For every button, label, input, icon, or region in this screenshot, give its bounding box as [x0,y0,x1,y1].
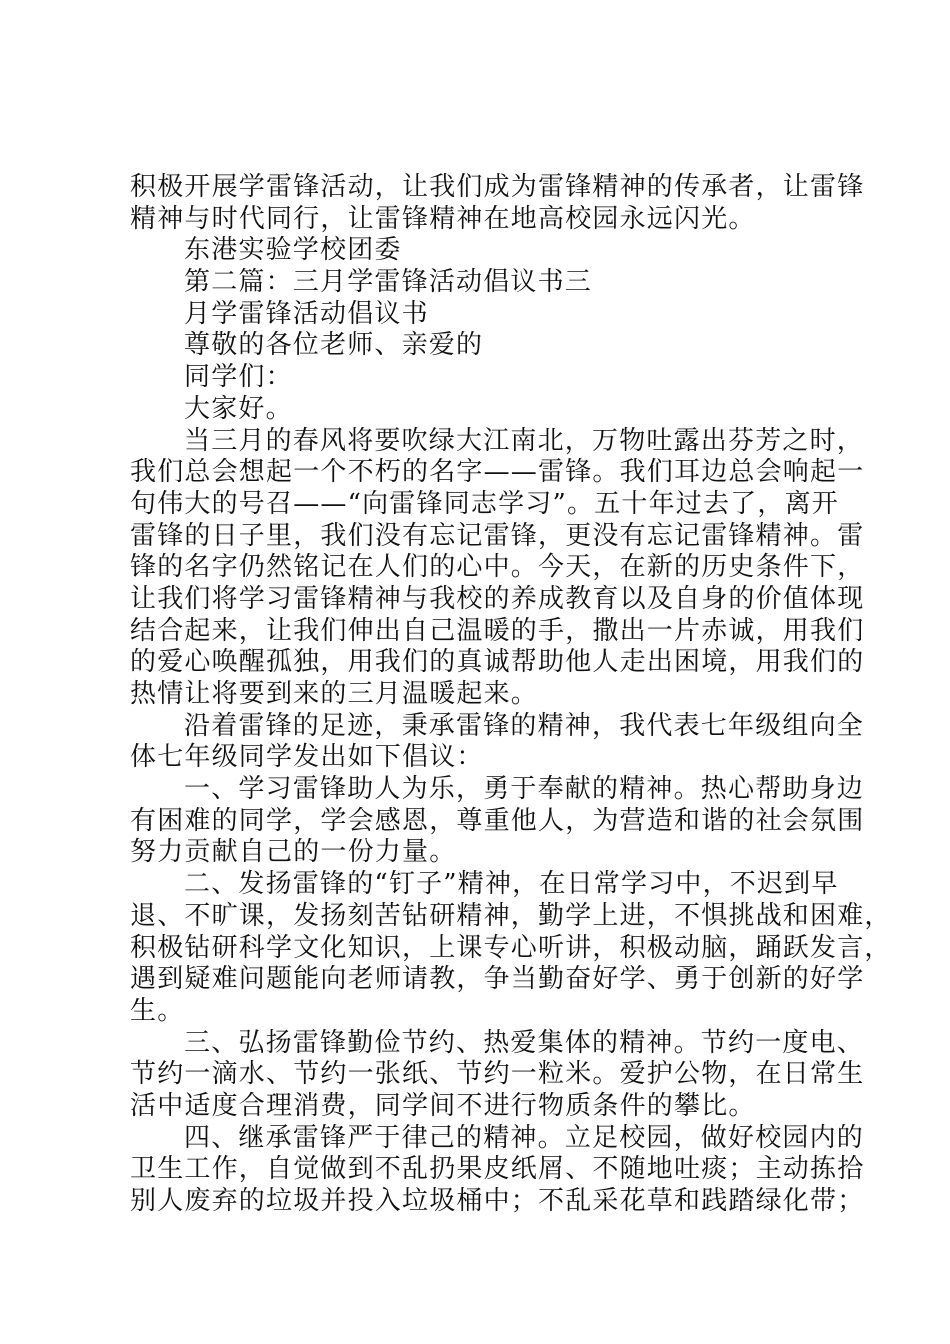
text-line: 别人废弃的垃圾并投入垃圾桶中；不乱采花草和践踏绿化带； [130,1186,865,1216]
text-line: 有困难的同学，学会感恩，尊重他人，为营造和谐的社会氛围 [130,805,865,836]
text-line: 结合起来，让我们伸出自己温暖的手，撒出一片赤诚，用我们 [130,615,865,646]
text-line: 四、继承雷锋严于律己的精神。立足校园，做好校园内的 [184,1122,865,1153]
text-line: 精神与时代同行，让雷锋精神在地高校园永远闪光。 [130,203,756,234]
text-line: 的爱心唤醒孤独，用我们的真诚帮助他人走出困境，用我们的 [130,647,865,678]
text-line: 让我们将学习雷锋精神与我校的养成教育以及自身的价值体现 [130,583,865,614]
text-line: 活中适度合理消费，同学间不进行物质条件的攀比。 [130,1090,756,1121]
text-line: 雷锋的日子里，我们没有忘记雷锋，更没有忘记雷锋精神。雷 [130,520,865,551]
text-line: 同学们： [184,362,293,393]
text-line: 卫生工作，自觉做到不乱扔果皮纸屑、不随地吐痰；主动拣拾 [130,1154,865,1185]
text-line: 尊敬的各位老师、亲爱的 [184,330,484,361]
text-line: 生。 [130,995,185,1026]
text-line: 遇到疑难问题能向老师请教，争当勤奋好学、勇于创新的好学 [130,964,865,995]
text-line: 三、弘扬雷锋勤俭节约、热爱集体的精神。节约一度电、 [184,1027,865,1058]
text-line: 当三月的春风将要吹绿大江南北，万物吐露出芬芳之时， [184,425,865,456]
text-line: 句伟大的号召——“向雷锋同志学习”。五十年过去了，离开 [130,488,839,519]
text-line: 退、不旷课，发扬刻苦钻研精神，勤学上进，不惧挑战和困难， [130,900,892,931]
text-line: 大家好。 [184,393,293,424]
text-line: 沿着雷锋的足迹，秉承雷锋的精神，我代表七年级组向全 [184,710,865,741]
text-line: 一、学习雷锋助人为乐，勇于奉献的精神。热心帮助身边 [184,774,865,805]
document-body [130,172,892,1218]
text-line: 体七年级同学发出如下倡议： [130,742,484,773]
text-line: 东港实验学校团委 [184,235,402,266]
text-line: 锋的名字仍然铭记在人们的心中。今天，在新的历史条件下， [130,552,865,583]
text-line: 努力贡献自己的一份力量。 [130,837,457,868]
text-line: 我们总会想起一个不朽的名字——雷锋。我们耳边总会响起一 [130,457,865,488]
text-line: 积极钻研科学文化知识，上课专心听讲，积极动脑，踊跃发言， [130,932,892,963]
text-line: 节约一滴水、节约一张纸、节约一粒米。爱护公物，在日常生 [130,1059,865,1090]
text-line: 二、发扬雷锋的“钉子”精神，在日常学习中，不迟到早 [184,869,839,900]
text-line: 热情让将要到来的三月温暖起来。 [130,679,539,709]
text-line: 积极开展学雷锋活动，让我们成为雷锋精神的传承者，让雷锋 [130,172,865,202]
text-line: 第二篇：三月学雷锋活动倡议书三 [184,267,593,298]
text-line: 月学雷锋活动倡议书 [184,298,429,329]
